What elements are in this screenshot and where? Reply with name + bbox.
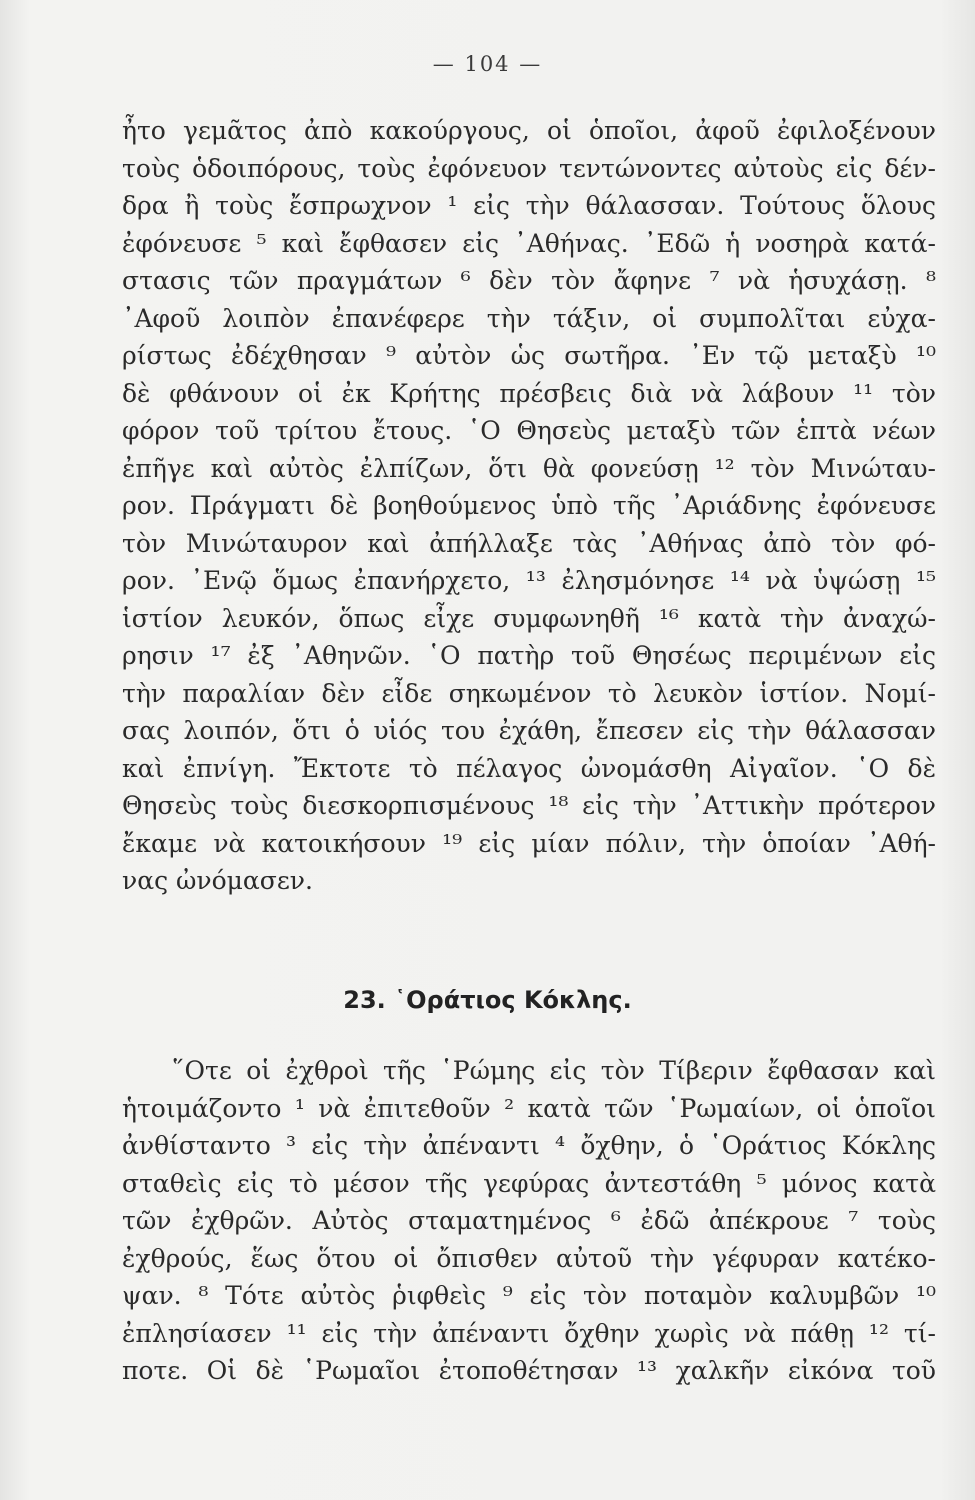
text-line: ἀνθίσταντο ³ εἰς τὴν ἀπέναντι ⁴ ὄχθην, ὁ ῾Οράτιος Κόκλης — [122, 1131, 936, 1160]
text-line: ἔκαμε νὰ κατοικήσουν ¹⁹ εἰς μίαν πόλιν, τὴν ὁποίαν ᾿Αθή- — [122, 828, 936, 858]
text-line: ἐπῆγε καὶ αὐτὸς ἐλπίζων, ὅτι θὰ φονεύσῃ ¹² τὸν Μινώταυ- — [122, 453, 936, 483]
text-line: τῶν ἐχθρῶν. Αὐτὸς σταματημένος ⁶ ἐδῶ ἀπέκρουε ⁷ τοὺς — [122, 1206, 936, 1235]
text-line: φόρον τοῦ τρίτου ἔτους. ῾Ο Θησεὺς μεταξὺ τῶν ἑπτὰ νέων — [122, 416, 936, 445]
text-line: ρον. ᾿Ενῷ ὅμως ἐπανήρχετο, ¹³ ἐλησμόνησε ¹⁴ νὰ ὑψώσῃ ¹⁵ — [122, 566, 936, 595]
text-line: ἡτοιμάζοντο ¹ νὰ ἐπιτεθοῦν ² κατὰ τῶν ῾Ρωμαίων, οἱ ὁποῖοι — [122, 1093, 936, 1123]
text-line: ᾿Αφοῦ λοιπὸν ἐπανέφερε τὴν τάξιν, οἱ συμπολῖται εὐχα- — [122, 303, 936, 333]
text-line: ῞Οτε οἱ ἐχθροὶ τῆς ῾Ρώμης εἰς τὸν Τίβεριν ἔφθασαν καὶ — [172, 1056, 936, 1085]
text-line: στασις τῶν πραγμάτων ⁶ δὲν τὸν ἄφηνε ⁷ νὰ ἡσυχάσῃ. ⁸ — [122, 266, 936, 295]
text-line: Θησεὺς τοὺς διεσκορπισμένους ¹⁸ εἰς τὴν ᾿Αττικὴν πρότερον — [122, 791, 936, 820]
text-line: ἐπλησίασεν ¹¹ εἰς τὴν ἀπέναντι ὄχθην χωρὶς νὰ πάθῃ ¹² τί- — [122, 1318, 936, 1348]
text-line: δὲ φθάνουν οἱ ἐκ Κρήτης πρέσβεις διὰ νὰ λάβουν ¹¹ τὸν — [122, 378, 936, 408]
page-number: — 104 — — [432, 52, 543, 76]
section-heading: 23. ῾Οράτιος Κόκλης. — [343, 986, 632, 1014]
text-line: νας ὠνόμασεν. — [122, 866, 313, 895]
text-line: ρησιν ¹⁷ ἐξ ᾿Αθηνῶν. ῾Ο πατὴρ τοῦ Θησέως περιμένων εἰς — [122, 641, 936, 670]
text-line: ρον. Πράγματι δὲ βοηθούμενος ὑπὸ τῆς ᾿Αριάδνης ἐφόνευσε — [122, 491, 936, 520]
text-line: ποτε. Οἱ δὲ ῾Ρωμαῖοι ἐτοποθέτησαν ¹³ χαλκῆν εἰκόνα τοῦ — [122, 1356, 936, 1385]
text-line: ἐχθρούς, ἕως ὅτου οἱ ὄπισθεν αὐτοῦ τὴν γέφυραν κατέκο- — [122, 1243, 936, 1273]
text-line: ἐφόνευσε ⁵ καὶ ἔφθασεν εἰς ᾿Αθήνας. ᾿Εδῶ ἡ νοσηρὰ κατά- — [122, 228, 936, 258]
text-line: δρα ἢ τοὺς ἔσπρωχνον ¹ εἰς τὴν θάλασσαν. Τούτους ὅλους — [122, 191, 936, 220]
text-line: καὶ ἐπνίγη. Ἔκτοτε τὸ πέλαγος ὠνομάσθη Αἰγαῖον. ῾Ο δὲ — [122, 753, 936, 783]
text-line: τὸν Μινώταυρον καὶ ἀπήλλαξε τὰς ᾿Αθήνας ἀπὸ τὸν φό- — [122, 528, 936, 558]
text-line: σταθεὶς εἰς τὸ μέσον τῆς γεφύρας ἀντεστάθη ⁵ μόνος κατὰ — [122, 1168, 936, 1198]
text-line: ρίστως ἐδέχθησαν ⁹ αὐτὸν ὡς σωτῆρα. ᾿Εν τῷ μεταξὺ ¹⁰ — [122, 341, 936, 370]
text-line: τοὺς ὁδοιπόρους, τοὺς ἐφόνευον τεντώνοντες αὐτοὺς εἰς δέν- — [122, 153, 936, 183]
text-line: ψαν. ⁸ Τότε αὐτὸς ῥιφθεὶς ⁹ εἰς τὸν ποταμὸν καλυμβῶν ¹⁰ — [122, 1281, 936, 1310]
paragraph-theseus — [122, 112, 936, 900]
text-line: ἱστίον λευκόν, ὅπως εἶχε συμφωνηθῆ ¹⁶ κατὰ τὴν ἀναχώ- — [122, 603, 936, 633]
text-line: τὴν παραλίαν δὲν εἶδε σηκωμένον τὸ λευκὸν ἱστίον. Νομί- — [122, 678, 936, 708]
text-line: ἦτο γεμᾶτος ἀπὸ κακούργους, οἱ ὁποῖοι, ἀφοῦ ἐφιλοξένουν — [122, 116, 936, 145]
text-line: σας λοιπόν, ὅτι ὁ υἱός του ἐχάθη, ἔπεσεν εἰς τὴν θάλασσαν — [122, 716, 936, 745]
paragraph-horatius — [122, 1052, 936, 1390]
